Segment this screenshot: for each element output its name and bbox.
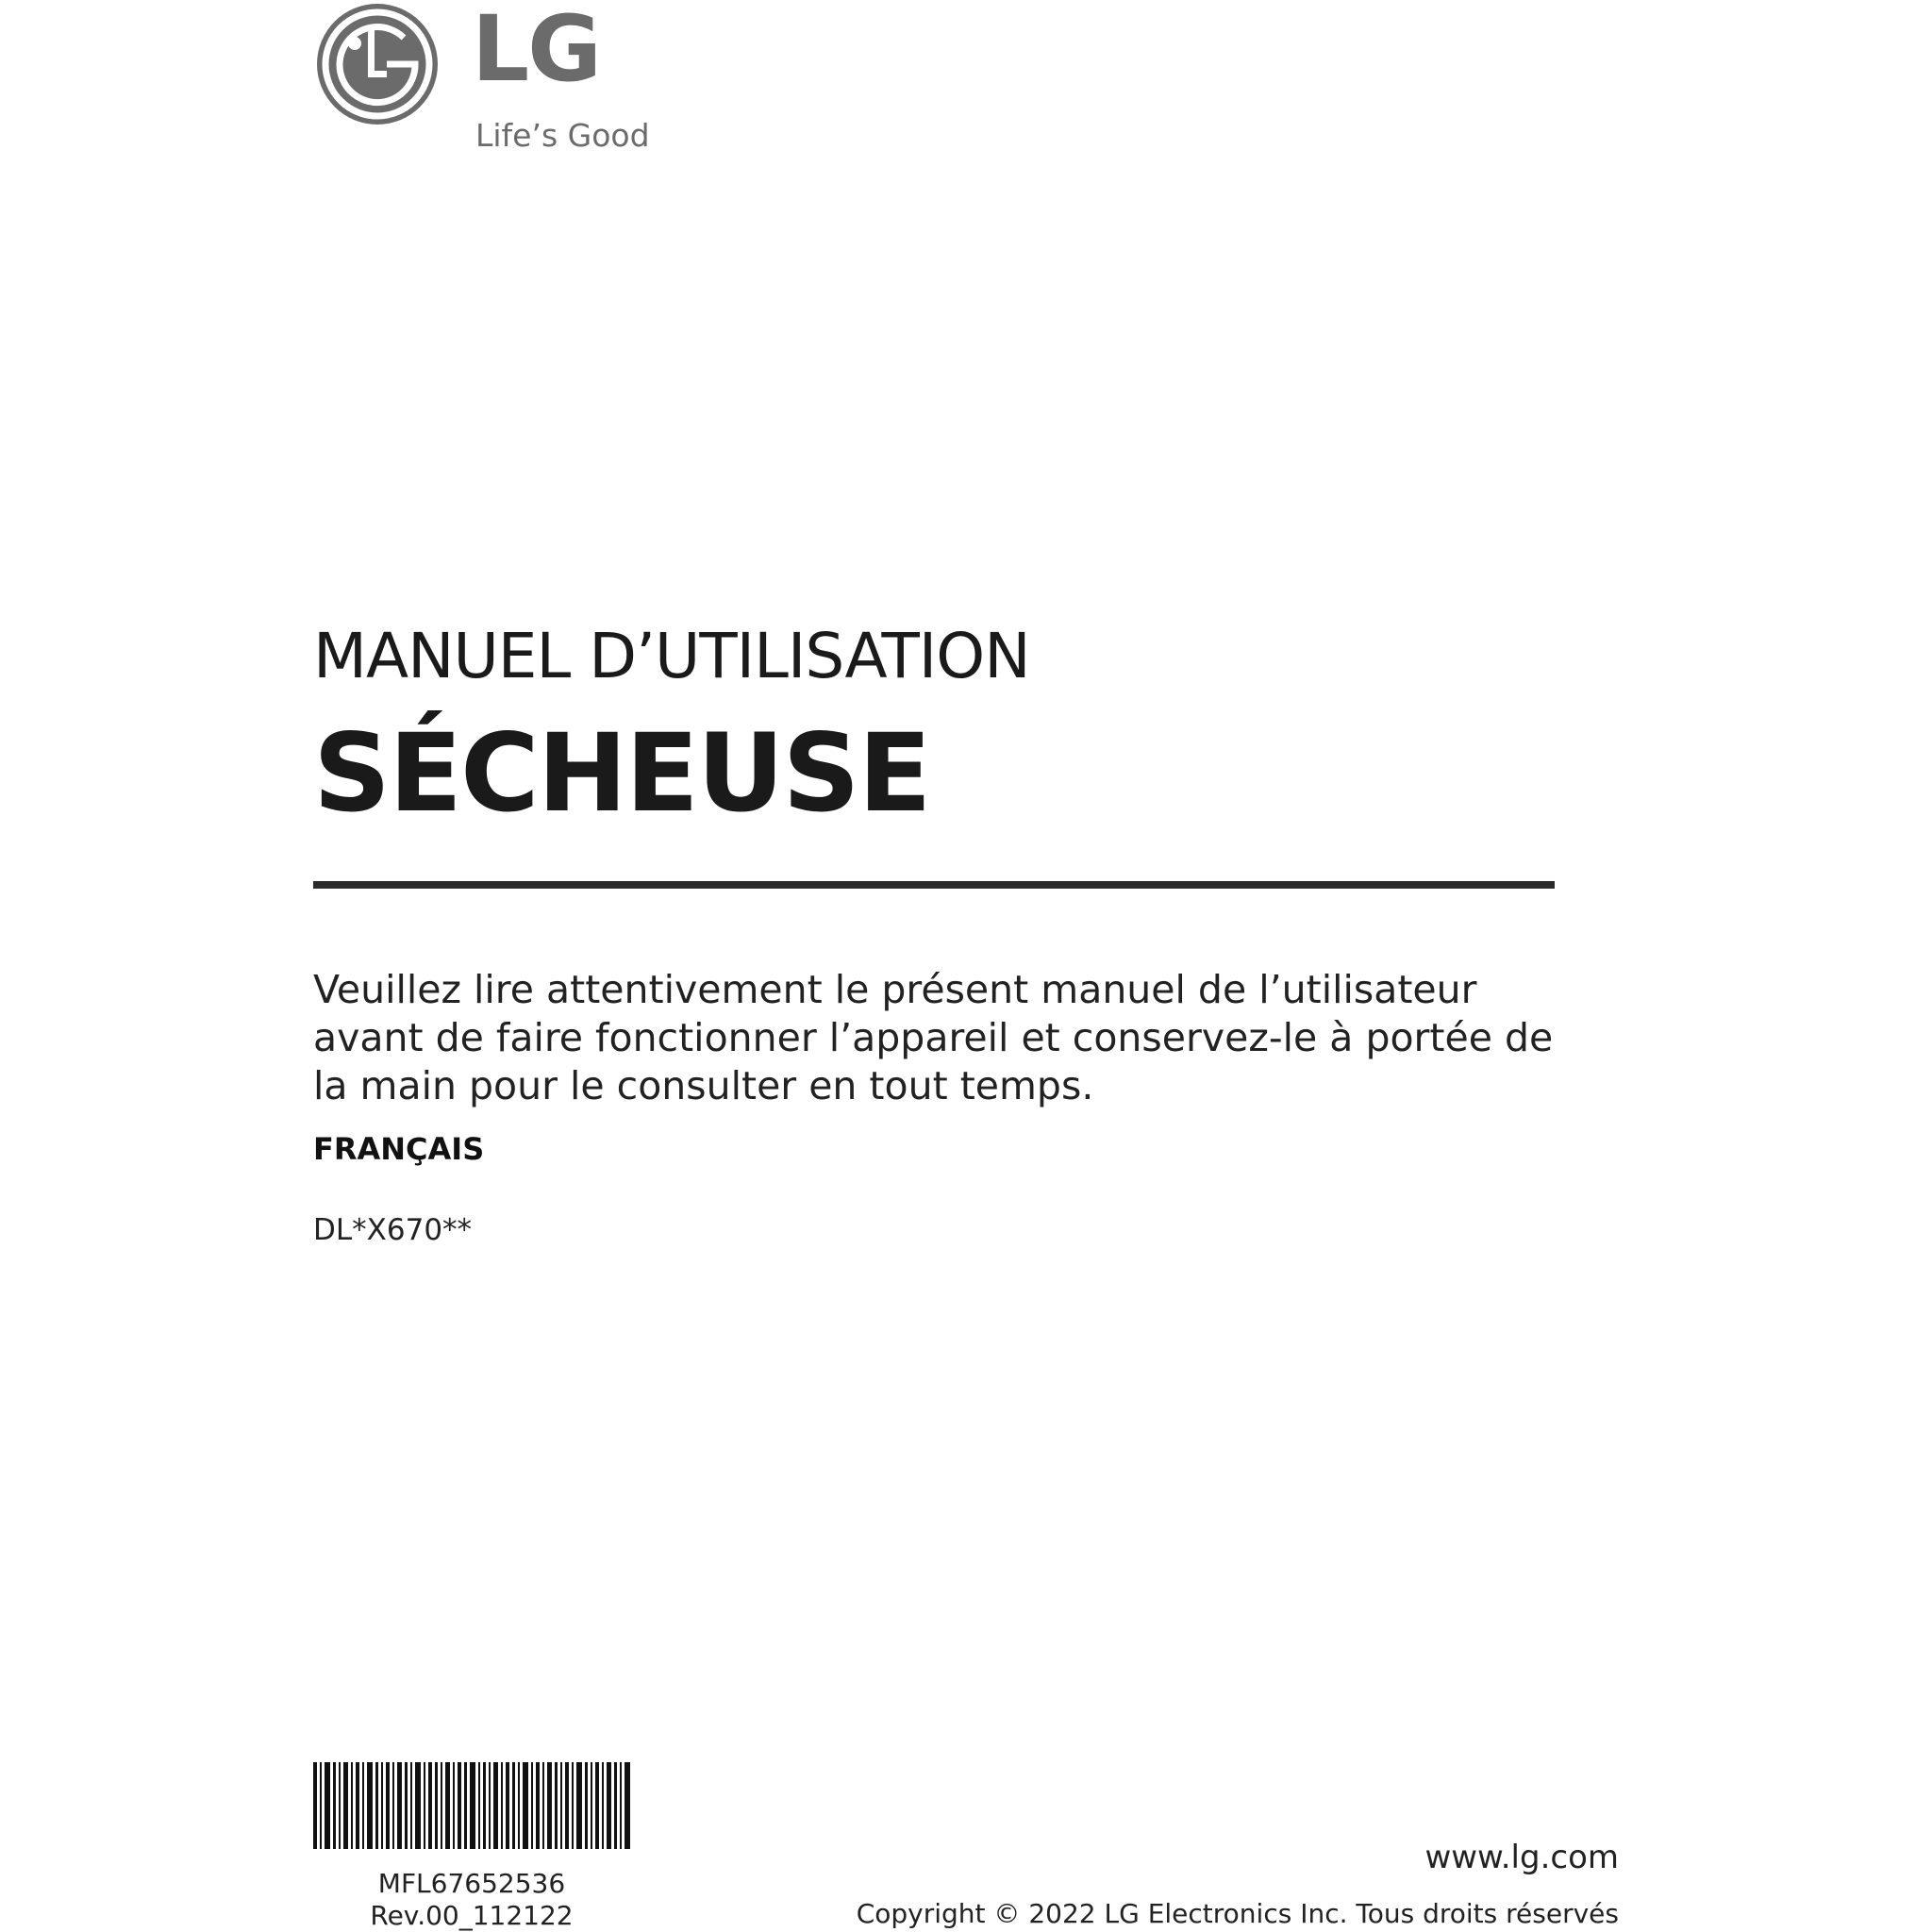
intro-line: Veuillez lire attentivement le présent manuel de l’utilisateur — [313, 967, 1477, 1012]
revision-number: Rev.00_112122 — [370, 1900, 574, 1931]
language-label: FRANÇAIS — [313, 1131, 485, 1167]
intro-paragraph — [313, 966, 1634, 1110]
product-title: SÉCHEUSE — [313, 710, 930, 836]
intro-line: avant de faire fonctionner l’appareil et conservez-le à portée de — [313, 1015, 1554, 1060]
copyright-notice: Copyright © 2022 LG Electronics Inc. Tous droits réservés — [856, 1898, 1619, 1929]
logo-tagline: Life’s Good — [475, 117, 650, 154]
part-number: MFL67652536 — [377, 1868, 566, 1899]
lg-logo — [313, 0, 650, 160]
website-url: www.lg.com — [1424, 1839, 1619, 1876]
title-divider — [313, 881, 1555, 889]
logo-wordmark: LG — [472, 0, 600, 102]
intro-line: la main pour le consulter en tout temps. — [313, 1063, 1094, 1108]
lg-face-logo-icon — [313, 0, 441, 128]
model-number: DL*X670** — [313, 1213, 473, 1247]
barcode-icon — [313, 1762, 630, 1849]
document-type-heading: MANUEL D’UTILISATION — [313, 620, 1030, 692]
